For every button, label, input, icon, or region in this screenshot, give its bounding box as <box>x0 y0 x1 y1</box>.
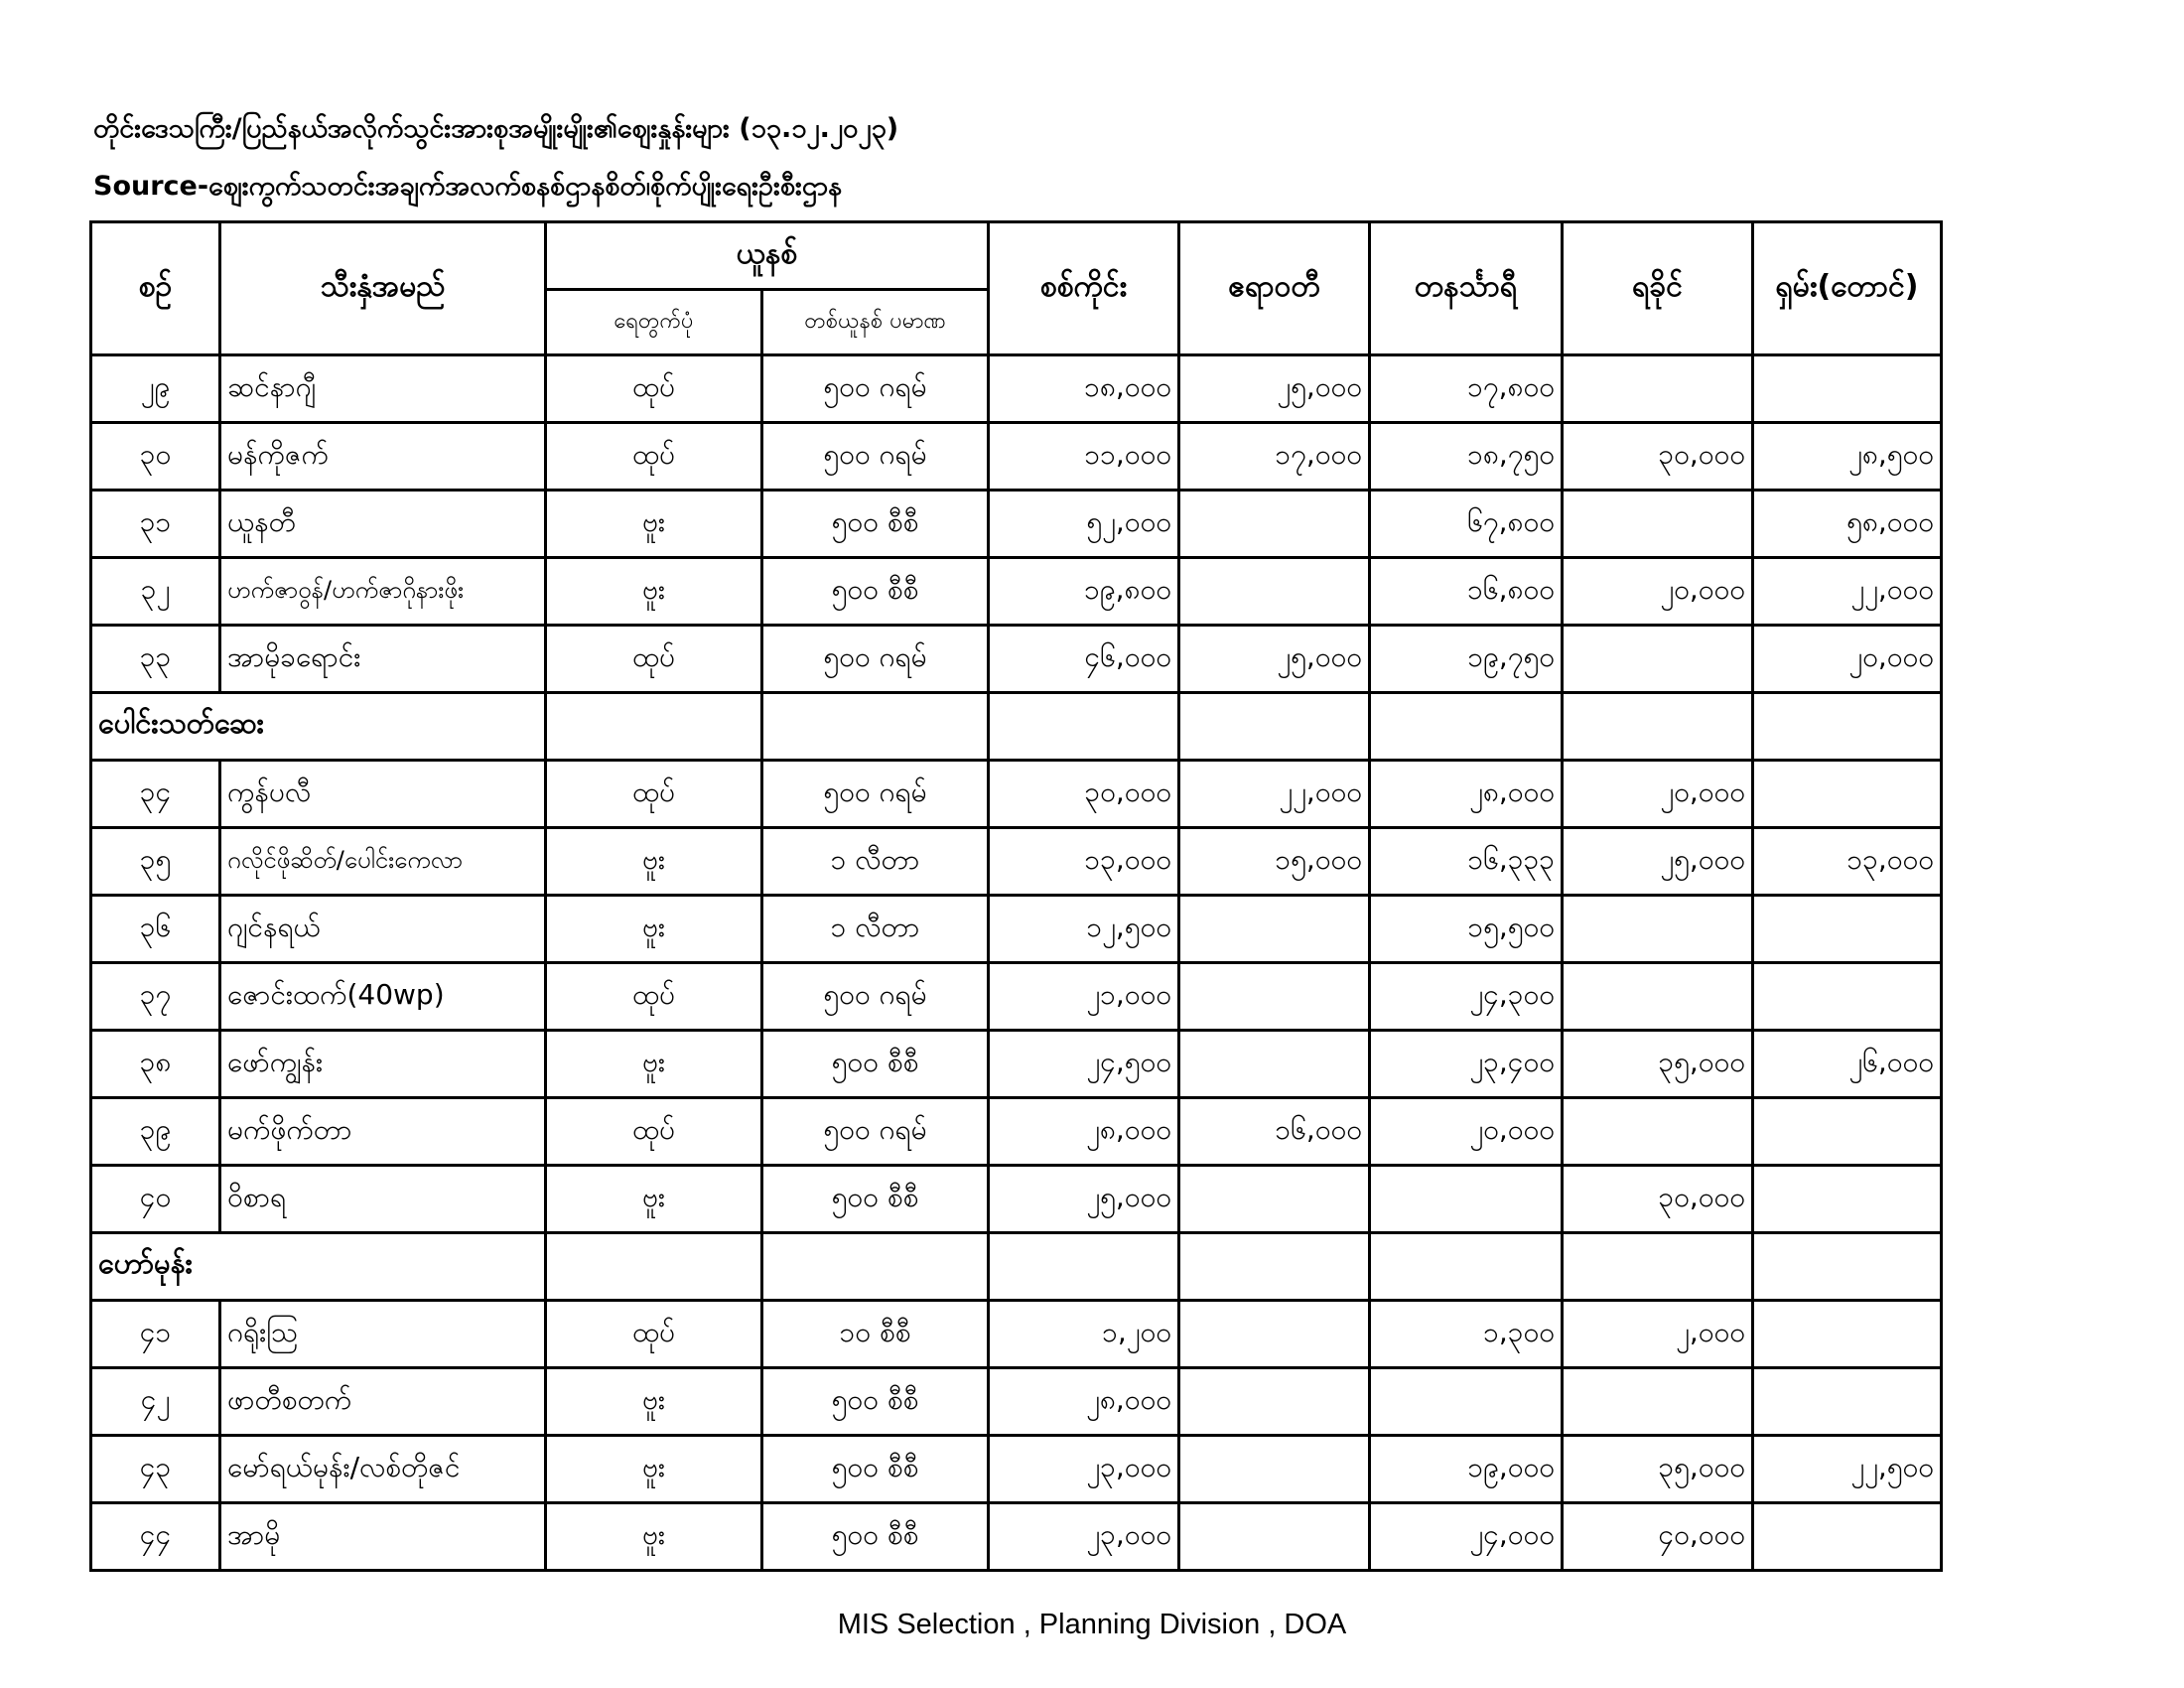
group-label: ဟော်မုန်း <box>91 1233 546 1301</box>
cell-shan-east <box>1753 1166 1942 1233</box>
table-row <box>91 896 1942 963</box>
table-row <box>91 828 1942 896</box>
cell-ayeyarwady <box>1179 491 1370 558</box>
cell-shan-east <box>1753 1503 1942 1571</box>
cell-unit-measure: ၅၀၀ စီစီ <box>762 1166 989 1233</box>
cell-unit-measure: ၅၀၀ ဂရမ် <box>762 963 989 1031</box>
cell-shan-east <box>1753 1368 1942 1436</box>
cell-ayeyarwady <box>1179 1031 1370 1098</box>
cell-rakhine: ၂,၀၀၀ <box>1563 1301 1753 1368</box>
table-row <box>91 1368 1942 1436</box>
cell-sagaing: ၄၆,၀၀၀ <box>989 626 1179 693</box>
cell-tanintharyi: ၂၄,၀၀၀ <box>1370 1503 1563 1571</box>
cell-unit-measure: ၁၀ စီစီ <box>762 1301 989 1368</box>
header-rakhine: ရခိုင် <box>1563 222 1753 355</box>
cell-unit-measure: ၅၀၀ ဂရမ် <box>762 355 989 423</box>
cell-sagaing: ၁၁,၀၀၀ <box>989 423 1179 491</box>
cell-ayeyarwady <box>1179 1166 1370 1233</box>
cell-unit-measure: ၅၀၀ စီစီ <box>762 1436 989 1503</box>
cell-rakhine <box>1563 896 1753 963</box>
group-row <box>91 1233 1942 1301</box>
header-unit-type: ရေတွက်ပုံ <box>546 290 762 355</box>
cell-shan-east: ၂၆,၀၀၀ <box>1753 1031 1942 1098</box>
cell-rakhine: ၃၀,၀၀၀ <box>1563 423 1753 491</box>
header-no: စဉ် <box>91 222 220 355</box>
table-row <box>91 963 1942 1031</box>
cell-tanintharyi <box>1370 1166 1563 1233</box>
cell-unit-measure: ၅၀၀ စီစီ <box>762 558 989 626</box>
cell-tanintharyi: ၁၆,၈၀၀ <box>1370 558 1563 626</box>
cell-unit-type: ထုပ် <box>546 761 762 828</box>
cell-shan-east <box>1753 761 1942 828</box>
table-row <box>91 355 1942 423</box>
cell-unit-type: ဗူး <box>546 1436 762 1503</box>
cell-unit-type: ဗူး <box>546 896 762 963</box>
group-row <box>91 693 1942 761</box>
cell-sagaing: ၂၃,၀၀၀ <box>989 1503 1179 1571</box>
cell-sagaing: ၂၃,၀၀၀ <box>989 1436 1179 1503</box>
header-unit-measure: တစ်ယူနစ် ပမာဏ <box>762 290 989 355</box>
cell-tanintharyi: ၂၀,၀၀၀ <box>1370 1098 1563 1166</box>
group-label: ပေါင်းသတ်ဆေး <box>91 693 546 761</box>
cell-unit-type: ဗူး <box>546 1503 762 1571</box>
empty-cell <box>989 1233 1179 1301</box>
cell-name: မက်ဖိုက်တာ <box>220 1098 546 1166</box>
cell-rakhine: ၃၀,၀၀၀ <box>1563 1166 1753 1233</box>
cell-sagaing: ၁၂,၅၀၀ <box>989 896 1179 963</box>
cell-tanintharyi: ၂၄,၃၀၀ <box>1370 963 1563 1031</box>
cell-unit-measure: ၅၀၀ ဂရမ် <box>762 423 989 491</box>
cell-sagaing: ၂၅,၀၀၀ <box>989 1166 1179 1233</box>
table-row <box>91 1503 1942 1571</box>
cell-unit-type: ဗူး <box>546 1368 762 1436</box>
cell-name: ဝိစာရ <box>220 1166 546 1233</box>
cell-sagaing: ၂၁,၀၀၀ <box>989 963 1179 1031</box>
cell-tanintharyi: ၁၅,၅၀၀ <box>1370 896 1563 963</box>
source-line: Source-ဈေးကွက်သတင်းအချက်အလက်စနစ်ဌာနစိတ်၊စိုက်ပျိုးရေးဦးစီးဌာန <box>93 171 842 202</box>
empty-cell <box>762 693 989 761</box>
header-row <box>91 222 1942 290</box>
cell-shan-east: ၂၈,၅၀၀ <box>1753 423 1942 491</box>
empty-cell <box>1753 693 1942 761</box>
cell-rakhine: ၂၀,၀၀၀ <box>1563 558 1753 626</box>
cell-unit-measure: ၅၀၀ စီစီ <box>762 1368 989 1436</box>
header-unit: ယူနစ် <box>546 222 989 290</box>
cell-ayeyarwady <box>1179 963 1370 1031</box>
cell-rakhine <box>1563 491 1753 558</box>
price-table <box>89 220 1943 1572</box>
cell-rakhine: ၄၀,၀၀၀ <box>1563 1503 1753 1571</box>
cell-name: ဂရိုးသြ <box>220 1301 546 1368</box>
empty-cell <box>1563 693 1753 761</box>
cell-tanintharyi <box>1370 1368 1563 1436</box>
cell-no: ၃၂ <box>91 558 220 626</box>
cell-ayeyarwady: ၂၅,၀၀၀ <box>1179 355 1370 423</box>
cell-unit-type: ဗူး <box>546 1166 762 1233</box>
table-row <box>91 1031 1942 1098</box>
cell-unit-type: ဗူး <box>546 828 762 896</box>
cell-name: ဖာတီစတက် <box>220 1368 546 1436</box>
cell-no: ၂၉ <box>91 355 220 423</box>
cell-rakhine <box>1563 1368 1753 1436</box>
cell-tanintharyi: ၁၉,၀၀၀ <box>1370 1436 1563 1503</box>
cell-sagaing: ၂၈,၀၀၀ <box>989 1368 1179 1436</box>
cell-name: မော်ရယ်မုန်း/လစ်တိုဇင် <box>220 1436 546 1503</box>
cell-tanintharyi: ၁၉,၇၅၀ <box>1370 626 1563 693</box>
cell-no: ၄၂ <box>91 1368 220 1436</box>
cell-unit-measure: ၅၀၀ စီစီ <box>762 1503 989 1571</box>
cell-ayeyarwady <box>1179 896 1370 963</box>
cell-unit-measure: ၁ လီတာ <box>762 828 989 896</box>
cell-no: ၃၈ <box>91 1031 220 1098</box>
cell-no: ၃၃ <box>91 626 220 693</box>
cell-no: ၄၁ <box>91 1301 220 1368</box>
cell-shan-east: ၅၈,၀၀၀ <box>1753 491 1942 558</box>
cell-unit-type: ဗူး <box>546 491 762 558</box>
cell-ayeyarwady <box>1179 1368 1370 1436</box>
empty-cell <box>1179 1233 1370 1301</box>
cell-no: ၃၁ <box>91 491 220 558</box>
cell-name: ကွန်ပလီ <box>220 761 546 828</box>
cell-no: ၃၄ <box>91 761 220 828</box>
cell-rakhine: ၂၅,၀၀၀ <box>1563 828 1753 896</box>
footer-credit: MIS Selection , Planning Division , DOA <box>837 1609 1347 1640</box>
cell-no: ၃၉ <box>91 1098 220 1166</box>
cell-sagaing: ၁၃,၀၀၀ <box>989 828 1179 896</box>
cell-unit-type: ထုပ် <box>546 423 762 491</box>
cell-unit-type: ထုပ် <box>546 1098 762 1166</box>
cell-tanintharyi: ၁၆,၃၃၃ <box>1370 828 1563 896</box>
cell-name: ဖော်ကျွန်း <box>220 1031 546 1098</box>
cell-shan-east <box>1753 355 1942 423</box>
cell-ayeyarwady <box>1179 558 1370 626</box>
cell-shan-east <box>1753 1098 1942 1166</box>
cell-tanintharyi: ၂၈,၀၀၀ <box>1370 761 1563 828</box>
cell-name: ဟက်ဇာဝွန်/ဟက်ဇာဂိုနားဖိုး <box>220 558 546 626</box>
cell-unit-type: ထုပ် <box>546 355 762 423</box>
cell-no: ၄၄ <box>91 1503 220 1571</box>
cell-unit-measure: ၅၀၀ ဂရမ် <box>762 1098 989 1166</box>
cell-name: ဇောင်းထက်(40wp) <box>220 963 546 1031</box>
header-shan-east: ရှမ်း(တောင်) <box>1753 222 1942 355</box>
cell-unit-measure: ၅၀၀ ဂရမ် <box>762 626 989 693</box>
cell-rakhine: ၃၅,၀၀၀ <box>1563 1031 1753 1098</box>
cell-shan-east: ၂၀,၀၀၀ <box>1753 626 1942 693</box>
table-body <box>91 355 1942 1571</box>
cell-name: ဂျင်နရယ် <box>220 896 546 963</box>
cell-unit-type: ဗူး <box>546 558 762 626</box>
cell-name: ဆင်နာဂျီ <box>220 355 546 423</box>
cell-ayeyarwady: ၂၅,၀၀၀ <box>1179 626 1370 693</box>
cell-rakhine <box>1563 355 1753 423</box>
cell-ayeyarwady: ၂၂,၀၀၀ <box>1179 761 1370 828</box>
header-name: သီးနှံအမည် <box>220 222 546 355</box>
cell-unit-measure: ၁ လီတာ <box>762 896 989 963</box>
cell-rakhine <box>1563 963 1753 1031</box>
cell-shan-east <box>1753 896 1942 963</box>
cell-sagaing: ၅၂,၀၀၀ <box>989 491 1179 558</box>
empty-cell <box>1179 693 1370 761</box>
cell-rakhine: ၃၅,၀၀၀ <box>1563 1436 1753 1503</box>
cell-shan-east <box>1753 1301 1942 1368</box>
table-row <box>91 423 1942 491</box>
empty-cell <box>762 1233 989 1301</box>
table-row <box>91 1436 1942 1503</box>
header-tanintharyi: တနင်္သာရီ <box>1370 222 1563 355</box>
cell-no: ၃၇ <box>91 963 220 1031</box>
cell-ayeyarwady: ၁၅,၀၀၀ <box>1179 828 1370 896</box>
table-row <box>91 761 1942 828</box>
cell-sagaing: ၂၄,၅၀၀ <box>989 1031 1179 1098</box>
cell-no: ၃၀ <box>91 423 220 491</box>
cell-shan-east <box>1753 963 1942 1031</box>
cell-tanintharyi: ၁၇,၈၀၀ <box>1370 355 1563 423</box>
cell-ayeyarwady <box>1179 1503 1370 1571</box>
cell-no: ၃၆ <box>91 896 220 963</box>
empty-cell <box>989 693 1179 761</box>
empty-cell <box>546 1233 762 1301</box>
cell-unit-type: ထုပ် <box>546 626 762 693</box>
empty-cell <box>546 693 762 761</box>
cell-name: ဂလိုင်ဖိုဆိတ်/ပေါင်းကေလာ <box>220 828 546 896</box>
cell-rakhine: ၂၀,၀၀၀ <box>1563 761 1753 828</box>
cell-shan-east: ၂၂,၀၀၀ <box>1753 558 1942 626</box>
cell-sagaing: ၂၈,၀၀၀ <box>989 1098 1179 1166</box>
table-row <box>91 1098 1942 1166</box>
cell-tanintharyi: ၁,၃၀၀ <box>1370 1301 1563 1368</box>
header-sagaing: စစ်ကိုင်း <box>989 222 1179 355</box>
table-row <box>91 1301 1942 1368</box>
cell-rakhine <box>1563 626 1753 693</box>
cell-unit-measure: ၅၀၀ စီစီ <box>762 1031 989 1098</box>
cell-name: အာမိုခရောင်း <box>220 626 546 693</box>
cell-shan-east: ၁၃,၀၀၀ <box>1753 828 1942 896</box>
cell-name: မန်ကိုဇက် <box>220 423 546 491</box>
cell-unit-type: ထုပ် <box>546 1301 762 1368</box>
cell-ayeyarwady <box>1179 1436 1370 1503</box>
cell-no: ၄၀ <box>91 1166 220 1233</box>
cell-rakhine <box>1563 1098 1753 1166</box>
header-ayeyarwady: ဧရာဝတီ <box>1179 222 1370 355</box>
cell-no: ၃၅ <box>91 828 220 896</box>
cell-unit-measure: ၅၀၀ စီစီ <box>762 491 989 558</box>
cell-sagaing: ၁,၂၀၀ <box>989 1301 1179 1368</box>
cell-name: ယူနတီ <box>220 491 546 558</box>
table-row <box>91 1166 1942 1233</box>
cell-tanintharyi: ၂၃,၄၀၀ <box>1370 1031 1563 1098</box>
cell-no: ၄၃ <box>91 1436 220 1503</box>
empty-cell <box>1370 1233 1563 1301</box>
cell-tanintharyi: ၁၈,၇၅၀ <box>1370 423 1563 491</box>
table-row <box>91 491 1942 558</box>
cell-sagaing: ၁၈,၀၀၀ <box>989 355 1179 423</box>
table-row <box>91 558 1942 626</box>
cell-ayeyarwady <box>1179 1301 1370 1368</box>
cell-sagaing: ၁၉,၈၀၀ <box>989 558 1179 626</box>
cell-unit-measure: ၅၀၀ ဂရမ် <box>762 761 989 828</box>
page-title: တိုင်းဒေသကြီး/ပြည်နယ်အလိုက်သွင်းအားစုအမျိုးမျိုး၏ဈေးနှုန်းများ (၁၃.၁၂.၂၀၂၃) <box>93 113 899 144</box>
empty-cell <box>1753 1233 1942 1301</box>
cell-name: အာမို <box>220 1503 546 1571</box>
empty-cell <box>1370 693 1563 761</box>
cell-ayeyarwady: ၁၆,၀၀၀ <box>1179 1098 1370 1166</box>
cell-ayeyarwady: ၁၇,၀၀၀ <box>1179 423 1370 491</box>
table-row <box>91 626 1942 693</box>
empty-cell <box>1563 1233 1753 1301</box>
cell-sagaing: ၃၀,၀၀၀ <box>989 761 1179 828</box>
cell-tanintharyi: ၆၇,၈၀၀ <box>1370 491 1563 558</box>
cell-unit-type: ထုပ် <box>546 963 762 1031</box>
cell-shan-east: ၂၂,၅၀၀ <box>1753 1436 1942 1503</box>
cell-unit-type: ဗူး <box>546 1031 762 1098</box>
